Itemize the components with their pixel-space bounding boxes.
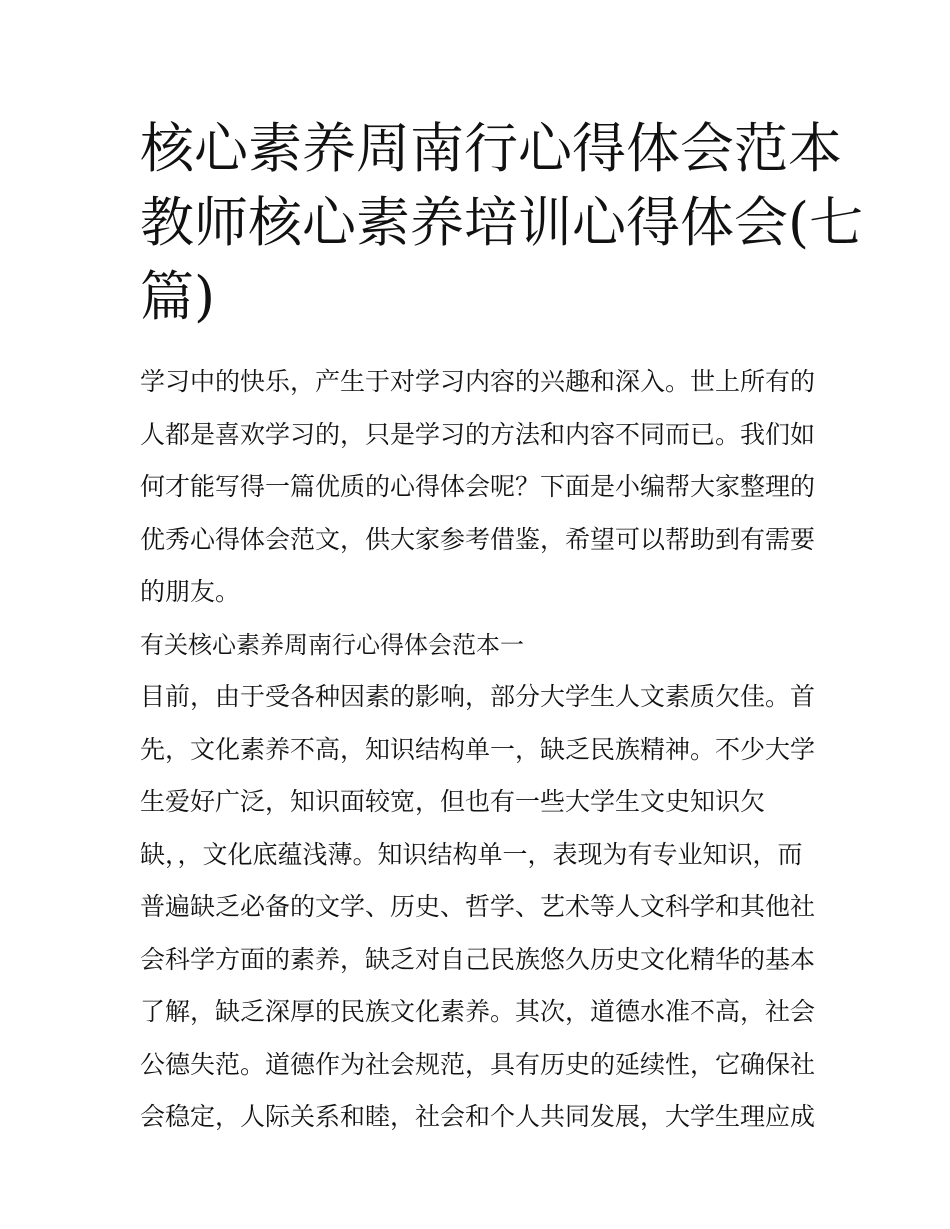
- intro-line: 何才能写得一篇优质的心得体会呢？下面是小编帮大家整理的: [140, 472, 816, 501]
- section-line: 会稳定，人际关系和睦，社会和个人共同发展，大学生理应成: [140, 1102, 816, 1131]
- intro-line: 人都是喜欢学习的，只是学习的方法和内容不同而已。我们如: [140, 419, 816, 449]
- intro-line: 的朋友。: [140, 577, 241, 606]
- intro-line: 学习中的快乐，产生于对学习内容的兴趣和深入。世上所有的: [140, 367, 816, 396]
- title-line-2: 教师核心素养培训心得体会(七: [140, 191, 864, 254]
- section-line: 普遍缺乏必备的文学、历史、哲学、艺术等人文科学和其他社: [140, 892, 816, 921]
- section-line: 缺，，文化底蕴浅薄。知识结构单一，表现为有专业知识，而: [140, 839, 803, 869]
- title-line-3: 篇): [140, 265, 216, 328]
- section-line: 先，文化素养不高，知识结构单一，缺乏民族精神。不少大学: [140, 734, 816, 764]
- section-line: 了解，缺乏深厚的民族文化素养。其次，道德水准不高，社会: [140, 997, 816, 1026]
- title-line-1: 核心素养周南行心得体会范本: [140, 117, 842, 180]
- section-heading: 有关核心素养周南行心得体会范本一: [140, 630, 524, 659]
- section-line: 会科学方面的素养，缺乏对自己民族悠久历史文化精华的基本: [140, 944, 816, 974]
- document-body: [140, 356, 820, 1144]
- section-line: 生爱好广泛，知识面较宽，但也有一些大学生文史知识欠: [140, 787, 766, 816]
- section-line: 目前，由于受各种因素的影响，部分大学生人文素质欠佳。首: [140, 682, 816, 711]
- intro-line: 优秀心得体会范文，供大家参考借鉴，希望可以帮助到有需要: [140, 524, 816, 554]
- section-line: 公德失范。道德作为社会规范，具有历史的延续性，它确保社: [140, 1049, 816, 1079]
- document-title: [140, 112, 864, 334]
